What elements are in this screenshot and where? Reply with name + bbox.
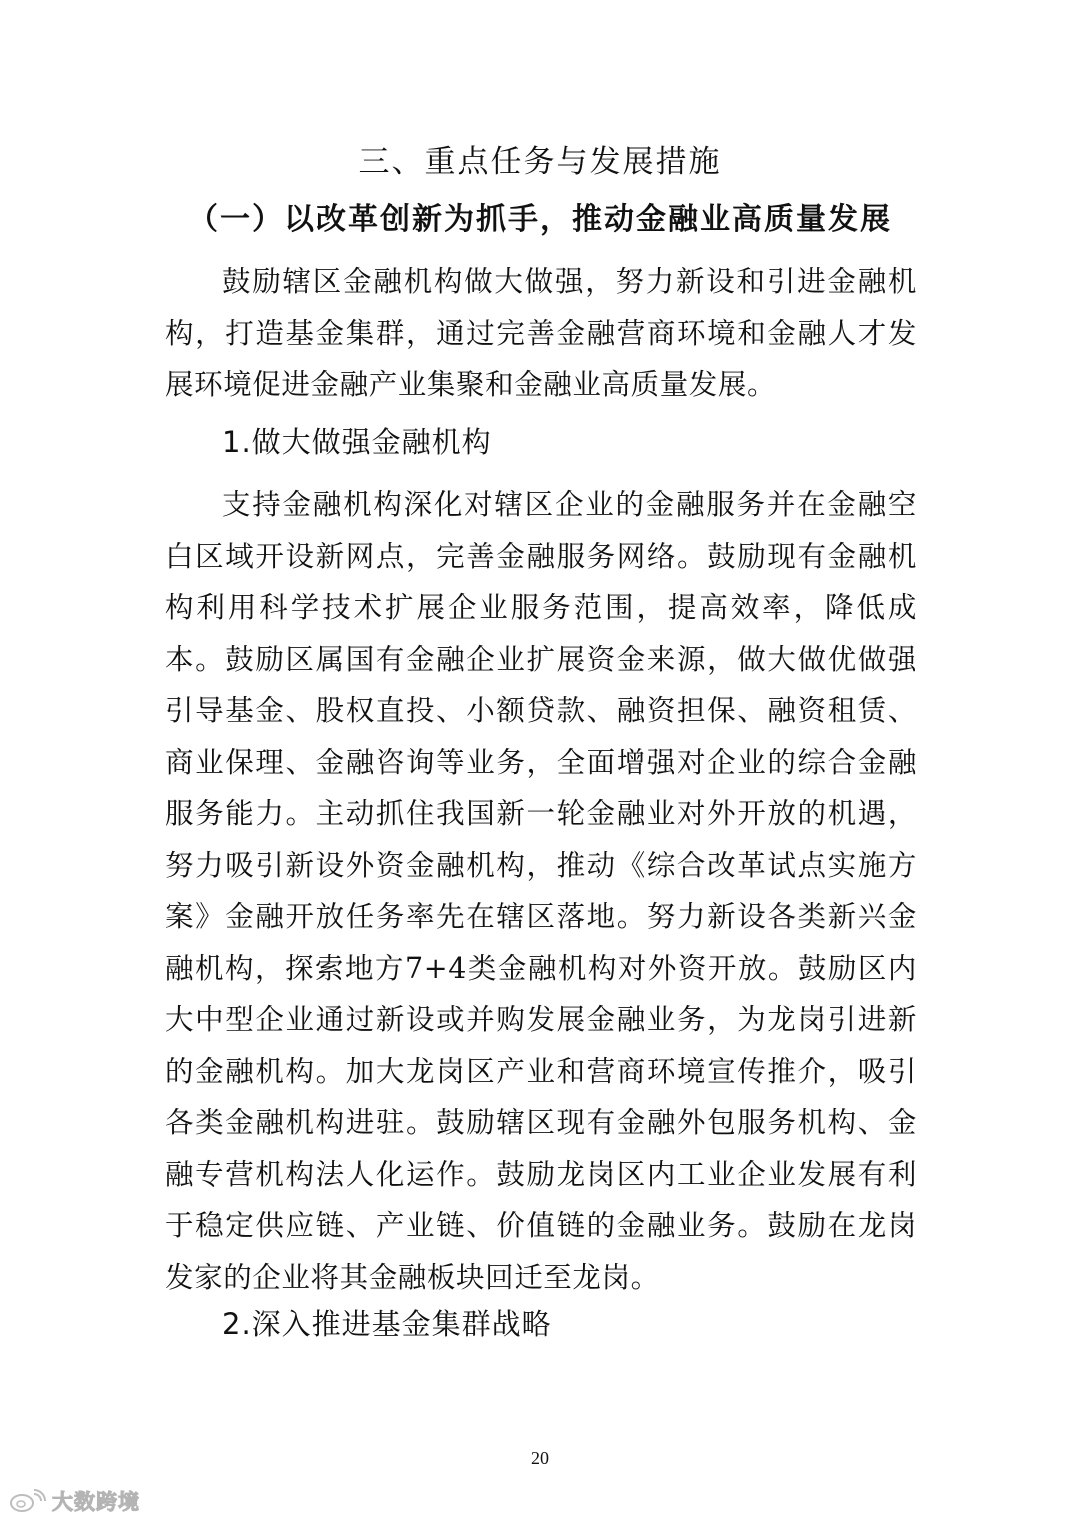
page-number: 20 bbox=[531, 1448, 549, 1468]
watermark bbox=[8, 1486, 140, 1516]
heading-strengthen-institutions: 1.做大做强金融机构 bbox=[222, 425, 492, 459]
weibo-logo-icon bbox=[8, 1488, 46, 1514]
sub-title: （一）以改革创新为抓手，推动金融业高质量发展 bbox=[188, 202, 892, 237]
heading-fund-cluster: 2.深入推进基金集群战略 bbox=[222, 1307, 552, 1341]
paragraph-institutions: 支持金融机构深化对辖区企业的金融服务并在金融空白区域开设新网点，完善金融服务网络。鼓励现有金融机构利用科学技术扩展企业服务范围，提高效率，降低成本。鼓励区属国有金融企业扩展资金来源，做大做优做强引导基金、股权直投、小额贷款、融资担保、融资租赁、商业保理、金融咨询等业务，全面增强对企业的综合金融服务能力。主动抓住我国新一轮金融业对外开放的机遇，努力吸引新设外资金融机构，推动《综合改革试点实施方案》金融开放任务率先在辖区落地。努力新设各类新兴金融机构，探索地方7+4类金融机构对外资开放。鼓励区内大中型企业通过新设或并购发展金融业务，为龙岗引进新的金融机构。加大龙岗区产业和营商环境宣传推介，吸引各类金融机构进驻。鼓励辖区现有金融外包服务机构、金融专营机构法人化运作。鼓励龙岗区内工业企业发展有利于稳定供应链、产业链、价值链的金融业务。鼓励在龙岗发家的企业将其金融板块回迁至龙岗。 bbox=[165, 488, 917, 1294]
watermark-text: 大数跨境 bbox=[52, 1490, 140, 1514]
section-title: 三、重点任务与发展措施 bbox=[358, 144, 722, 180]
paragraph-intro: 鼓励辖区金融机构做大做强，努力新设和引进金融机构，打造基金集群，通过完善金融营商环境和金融人才发展环境促进金融产业集聚和金融业高质量发展。 bbox=[165, 265, 917, 401]
